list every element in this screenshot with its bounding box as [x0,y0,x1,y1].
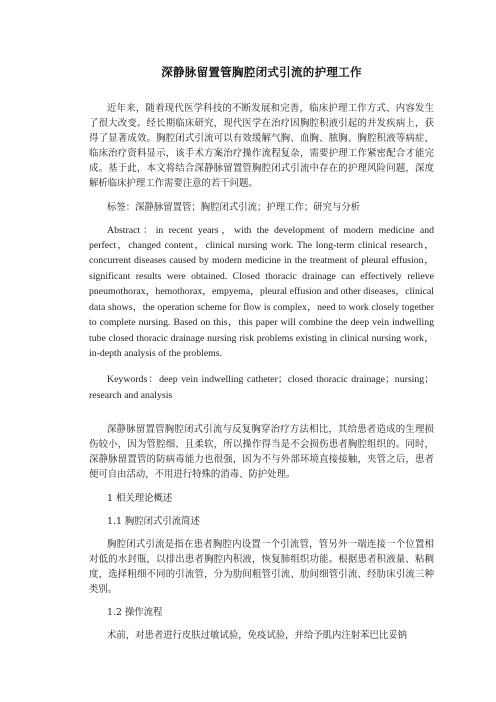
abstract-english: Abstract：in recent years，with the development of modern medicine and perfect，changed content，clinical nursing work. The long-term clinical research，concurrent diseases caused by modern medicine in the treatment of pleural effusion，significant results were obtained. Closed thoracic drainage can effectively relieve pneumothorax，hemothorax，empyema，pleural effusion and other diseases，clinical data shows，the operation scheme for flow is complex，need to work closely together to complete nursing. Based on this，this paper will combine the deep vein indwelling tube closed thoracic drainage nursing risk problems existing in clinical nursing work，in-depth analysis of the problems. [89,224,434,359]
abstract-chinese: 近年来，随着现代医学科技的不断发展和完善，临床护理工作方式、内容发生了很大改变。经长期临床研究，现代医学在治疗因胸腔积液引起的并发疾病上，获得了显著成效。胸腔闭式引流可以有效缓解气胸、血胸、脓胸、胸腔积液等病症，临床治疗资料显示，该手术方案治疗操作流程复杂，需要护理工作紧密配合才能完成。基于此，本文将结合深静脉留置管胸腔闭式引流中存在的护理风险问题，深度解析临床护理工作需要注意的若干问题。 [89,103,434,190]
section-1-1-heading: 1.1 胸腔闭式引流简述 [107,515,200,527]
introduction-paragraph: 深静脉留置管胸腔闭式引流与反复胸穿治疗方法相比，其给患者造成的生理损伤较小，因为管腔细、且柔软，所以操作得当是不会损伤患者胸腔组织的。同时，深静脉留置管的防病毒能力也很强，因为不与外部环境直接接触，夹管之后，患者便可自由活动，不用进行特殊的消毒、防护处理。 [89,424,434,481]
section-1-2-body: 术前，对患者进行皮肤过敏试验，免疫试验，并给予肌内注射苯巴比妥钠 [107,630,408,642]
section-1-2-heading: 1.2 操作流程 [107,607,163,619]
keywords-english: Keywords：deep vein indwelling catheter；closed thoracic drainage；nursing；research and analysis [89,374,434,401]
page-title: 深静脉留置管胸腔闭式引流的护理工作 [161,65,362,79]
section-1-heading: 1 相关理论概述 [107,492,173,504]
keywords-chinese: 标签：深静脉留置管；胸腔闭式引流；护理工作；研究与分析 [107,201,361,213]
section-1-1-body: 胸腔闭式引流是指在患者胸腔内设置一个引流管，管另外一端连接一个位置相对低的水封瓶，以排出患者胸腔内积液，恢复肺组织功能。根据患者积液量、粘稠度，选择粗细不同的引流管，分为肋间粗管引流、肋间细管引流、经肋床引流三种类别。 [89,538,434,595]
